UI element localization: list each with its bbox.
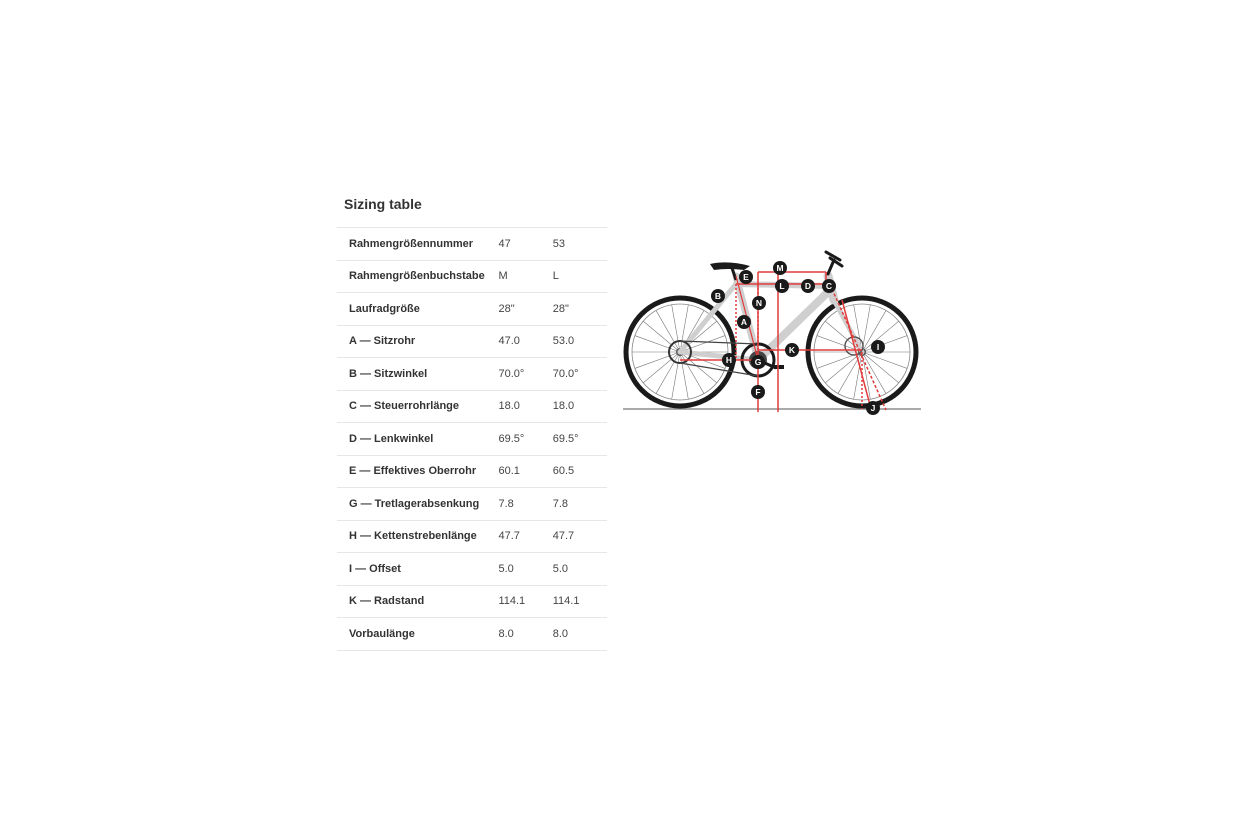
value-size-1: 114.1 [498, 595, 526, 608]
marker-h [722, 353, 736, 367]
row-label: I — Offset [349, 562, 401, 575]
table-row [337, 618, 607, 651]
value-size-1: 5.0 [498, 562, 514, 575]
marker-j [866, 401, 880, 415]
value-size-2: 70.0° [552, 367, 579, 380]
value-size-1: 60.1 [498, 465, 520, 478]
marker-l [775, 279, 789, 293]
table-row [337, 456, 607, 489]
value-size-1: M [498, 270, 508, 283]
table-row [337, 586, 607, 619]
marker-d [801, 279, 815, 293]
row-label: C — Steuerrohrlänge [349, 400, 460, 413]
marker-c [822, 279, 836, 293]
row-label: A — Sitzrohr [349, 335, 416, 348]
value-size-1: 70.0° [498, 367, 525, 380]
marker-k [785, 343, 799, 357]
table-row [337, 488, 607, 521]
row-label: Rahmengrößenbuchstabe [349, 270, 485, 283]
value-size-2: 8.0 [552, 627, 569, 640]
marker-b [711, 289, 725, 303]
row-label: H — Kettenstrebenlänge [349, 530, 477, 543]
table-row [337, 423, 607, 456]
value-size-1: 8.0 [498, 627, 514, 640]
row-label: Vorbaulänge [349, 627, 415, 640]
svg-text:A: A [740, 317, 748, 327]
page-title: Sizing table [344, 196, 422, 212]
value-size-1: 7.8 [498, 497, 514, 510]
svg-text:J: J [870, 403, 876, 413]
bike-geometry-diagram [618, 240, 928, 420]
value-size-2: 60.5 [552, 465, 575, 478]
table-row [337, 261, 607, 294]
table-row [337, 228, 607, 261]
row-label: Rahmengrößennummer [349, 237, 474, 250]
table-row [337, 326, 607, 359]
value-size-2: 114.1 [552, 595, 580, 608]
marker-f [751, 385, 765, 399]
row-label: Laufradgröße [349, 302, 420, 315]
table-row [337, 293, 607, 326]
value-size-2: 53 [552, 237, 565, 250]
table-row [337, 358, 607, 391]
table-row [337, 553, 607, 586]
marker-g [751, 355, 765, 369]
table-row [337, 391, 607, 424]
svg-text:B: B [714, 291, 722, 301]
value-size-2: 7.8 [552, 497, 569, 510]
marker-a [737, 315, 751, 329]
svg-text:L: L [779, 281, 785, 291]
svg-text:G: G [754, 357, 762, 367]
value-size-2: 18.0 [552, 400, 575, 413]
row-label: D — Lenkwinkel [349, 432, 434, 445]
sizing-table [337, 227, 607, 651]
value-size-2: 53.0 [552, 335, 575, 348]
value-size-1: 28" [498, 302, 515, 315]
svg-text:H: H [725, 355, 733, 365]
value-size-1: 47.7 [498, 530, 520, 543]
svg-text:F: F [755, 387, 761, 397]
svg-text:M: M [776, 263, 784, 273]
marker-e [739, 270, 753, 284]
row-label: E — Effektives Oberrohr [349, 465, 477, 478]
svg-text:E: E [743, 272, 749, 282]
svg-text:D: D [804, 281, 812, 291]
row-label: G — Tretlagerabsenkung [349, 497, 480, 510]
value-size-2: 69.5° [552, 432, 579, 445]
value-size-2: 28" [552, 302, 569, 315]
svg-text:N: N [755, 298, 763, 308]
value-size-2: 5.0 [552, 562, 569, 575]
value-size-1: 18.0 [498, 400, 520, 413]
marker-m [773, 261, 787, 275]
svg-text:C: C [825, 281, 833, 291]
row-label: K — Radstand [349, 595, 425, 608]
svg-text:I: I [876, 342, 880, 352]
row-label: B — Sitzwinkel [349, 367, 428, 380]
value-size-1: 47 [498, 237, 511, 250]
value-size-1: 69.5° [498, 432, 525, 445]
marker-n [752, 296, 766, 310]
handlebar [826, 252, 842, 274]
svg-text:K: K [788, 345, 796, 355]
value-size-2: 47.7 [552, 530, 575, 543]
marker-i [871, 340, 885, 354]
table-row [337, 521, 607, 554]
value-size-2: L [552, 270, 559, 283]
value-size-1: 47.0 [498, 335, 520, 348]
